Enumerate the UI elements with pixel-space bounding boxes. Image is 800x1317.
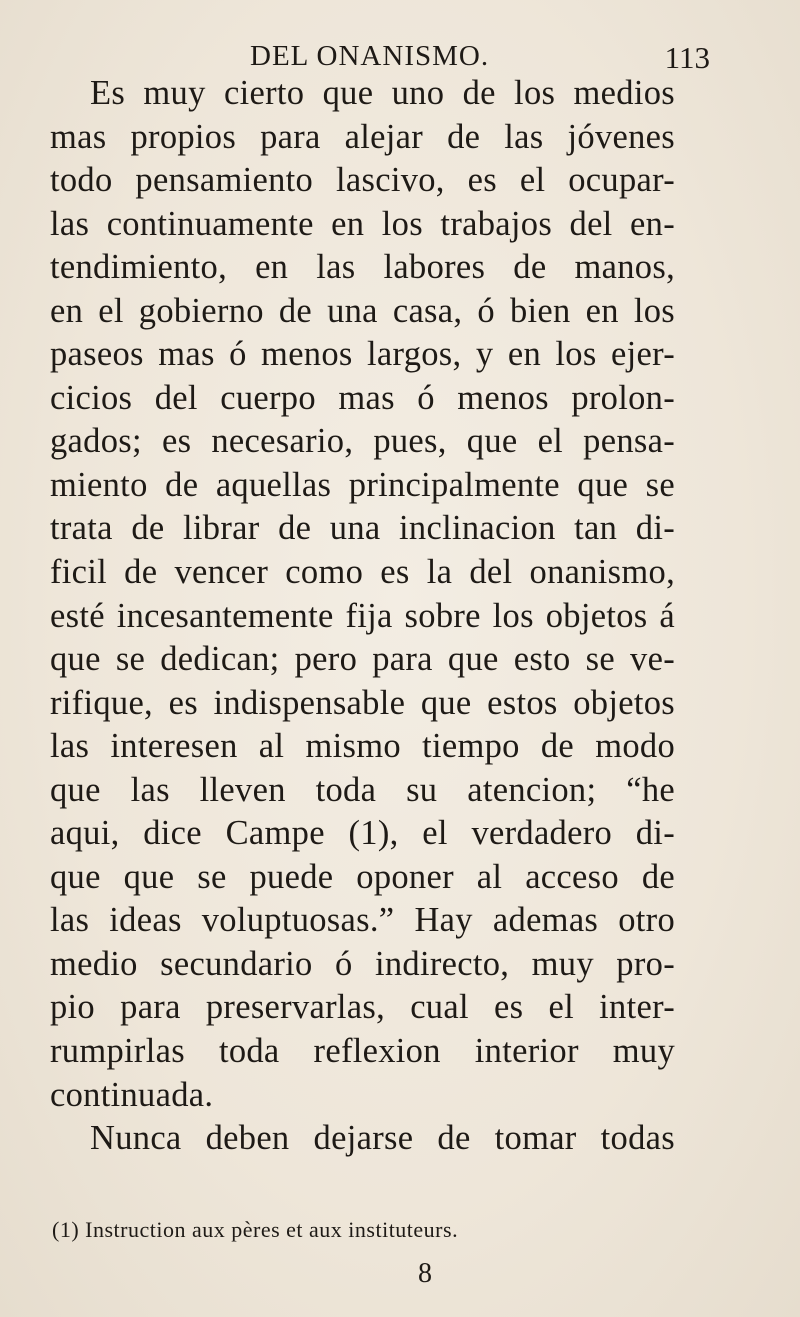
text-line: trata de librar de una inclinacion tan di- (50, 509, 675, 548)
text-line: Nunca deben dejarse de tomar todas (90, 1119, 675, 1158)
text-line: mas propios para alejar de las jóvenes (50, 117, 675, 156)
text-line: en el gobierno de una casa, ó bien en los (50, 291, 675, 330)
page-number: 113 (664, 40, 710, 75)
text-line: esté incesantemente fija sobre los objetos á (50, 596, 675, 635)
text-line: medio secundario ó indirecto, muy pro- (50, 944, 675, 983)
text-line: rumpirlas toda reflexion interior muy (50, 1032, 675, 1071)
body-text (50, 72, 675, 1161)
signature-mark: 8 (418, 1258, 432, 1289)
running-title: DEL ONANISMO. (250, 40, 490, 72)
text-line: miento de aquellas principalmente que se (50, 465, 675, 504)
text-line: Es muy cierto que uno de los medios (90, 74, 675, 112)
text-line: todo pensamiento lascivo, es el ocupar- (50, 161, 675, 200)
text-line: ficil de vencer como es la del onanismo, (50, 553, 675, 592)
text-line: las interesen al mismo tiempo de modo (50, 727, 675, 766)
text-line: que se dedican; pero para que esto se ve- (50, 640, 675, 679)
text-line: cicios del cuerpo mas ó menos prolon- (50, 378, 675, 417)
text-line: que que se puede oponer al acceso de (50, 857, 675, 896)
text-line: continuada. (50, 1075, 214, 1114)
text-line: que las lleven toda su atencion; “he (50, 770, 675, 809)
text-line: aqui, dice Campe (1), el verdadero di- (50, 814, 675, 853)
text-line: las ideas voluptuosas.” Hay ademas otro (50, 901, 675, 940)
text-line: rifique, es indispensable que estos objetos (50, 683, 675, 722)
text-line: las continuamente en los trabajos del en- (50, 204, 675, 243)
text-line: gados; es necesario, pues, que el pensa- (50, 422, 675, 461)
footnote: (1) Instruction aux pères et aux instituteurs. (52, 1217, 459, 1242)
text-line: paseos mas ó menos largos, y en los ejer- (50, 335, 675, 374)
text-line: pio para preservarlas, cual es el inter- (50, 988, 675, 1027)
text-line: tendimiento, en las labores de manos, (50, 248, 675, 287)
